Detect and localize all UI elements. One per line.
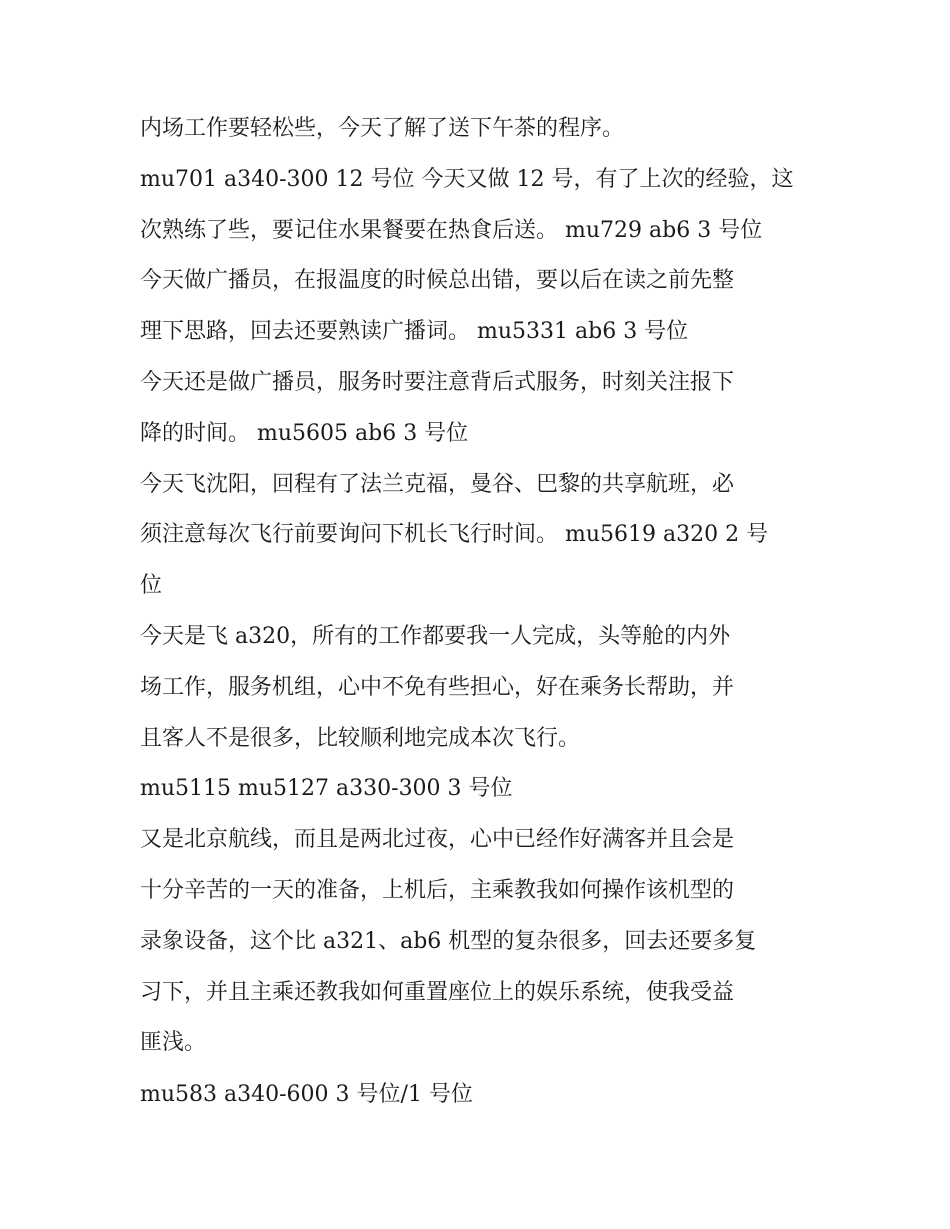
- text-line: 今天做广播员，在报温度的时候总出错，要以后在读之前先整: [140, 268, 735, 294]
- text-line: 今天还是做广播员，服务时要注意背后式服务，时刻关注报下: [140, 369, 735, 395]
- text-line: 理下思路，回去还要熟读广播词。 mu5331 ab6 3 号位: [140, 319, 689, 345]
- text-line: 场工作，服务机组，心中不免有些担心，好在乘务长帮助，并: [140, 674, 735, 700]
- text-line: 内场工作要轻松些，今天了解了送下午茶的程序。: [140, 116, 625, 141]
- text-line: 次熟练了些，要记住水果餐要在热食后送。 mu729 ab6 3 号位: [140, 217, 763, 243]
- text-line: mu701 a340-300 12 号位 今天又做 12 号，有了上次的经验，这: [140, 166, 794, 192]
- text-line: 今天飞沈阳，回程有了法兰克福，曼谷、巴黎的共享航班，必: [140, 471, 735, 497]
- document-body: [140, 104, 820, 1121]
- text-line: 十分辛苦的一天的准备，上机后，主乘教我如何操作该机型的: [140, 877, 735, 903]
- text-line: 须注意每次飞行前要询问下机长飞行时间。 mu5619 a320 2 号: [140, 522, 769, 548]
- text-line: 匪浅。: [140, 1030, 207, 1056]
- text-line: 降的时间。 mu5605 ab6 3 号位: [140, 420, 469, 446]
- text-line: 位: [140, 573, 163, 599]
- text-line: 今天是飞 a320，所有的工作都要我一人完成，头等舱的内外: [140, 623, 731, 649]
- text-line: 且客人不是很多，比较顺利地完成本次飞行。: [140, 725, 581, 751]
- text-line: 又是北京航线，而且是两北过夜，心中已经作好满客并且会是: [140, 827, 735, 853]
- text-line: 习下，并且主乘还教我如何重置座位上的娱乐系统，使我受益: [140, 979, 735, 1005]
- text-line: mu5115 mu5127 a330-300 3 号位: [140, 776, 513, 802]
- text-line: 录象设备，这个比 a321、ab6 机型的复杂很多，回去还要多复: [140, 928, 757, 954]
- text-line: mu583 a340-600 3 号位/1 号位: [140, 1082, 473, 1108]
